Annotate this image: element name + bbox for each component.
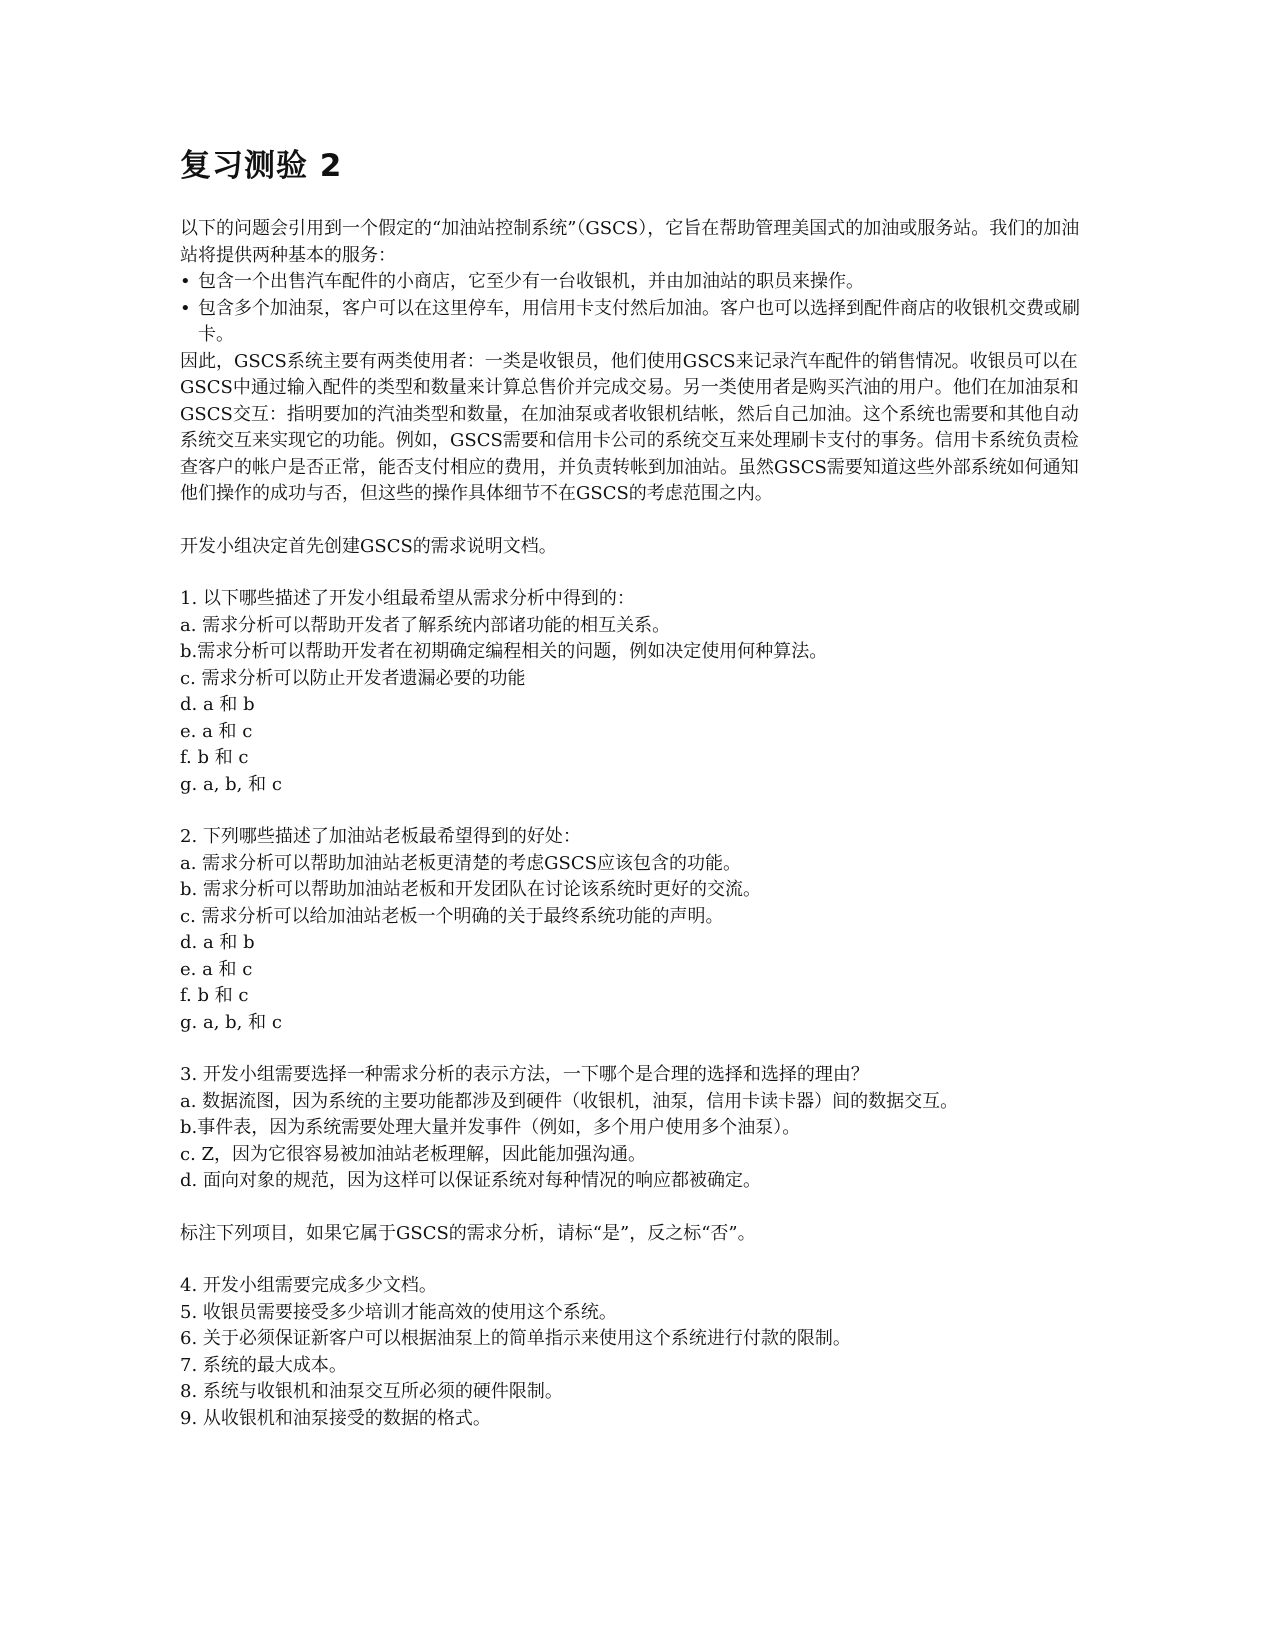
option-g: g. a, b, 和 c bbox=[180, 1011, 282, 1033]
document-page bbox=[180, 140, 1080, 1432]
label-item-4: 4. 开发小组需要完成多少文档。 bbox=[180, 1275, 437, 1296]
option-b: b.事件表，因为系统需要处理大量并发事件（例如，多个用户使用多个油泵）。 bbox=[180, 1117, 801, 1138]
label-items bbox=[180, 1273, 1080, 1432]
option-b: b.需求分析可以帮助开发者在初期确定编程相关的问题，例如决定使用何种算法。 bbox=[180, 641, 828, 662]
option-a: a. 需求分析可以帮助加油站老板更清楚的考虑GSCS应该包含的功能。 bbox=[180, 852, 741, 874]
option-a: a. 数据流图，因为系统的主要功能都涉及到硬件（收银机，油泵，信用卡读卡器）间的数据交互。 bbox=[180, 1090, 959, 1112]
label-item-6: 6. 关于必须保证新客户可以根据油泵上的简单指示来使用这个系统进行付款的限制。 bbox=[180, 1328, 851, 1349]
question-2 bbox=[180, 824, 1080, 1036]
option-c: c. Z，因为它很容易被加油站老板理解，因此能加强沟通。 bbox=[180, 1143, 647, 1165]
question-stem: 1. 以下哪些描述了开发小组最希望从需求分析中得到的： bbox=[180, 588, 635, 609]
bullet-icon: • bbox=[180, 271, 191, 292]
option-g: g. a, b, 和 c bbox=[180, 773, 282, 795]
option-e: e. a 和 c bbox=[180, 958, 253, 980]
context-paragraph: 因此，GSCS系统主要有两类使用者：一类是收银员，他们使用GSCS来记录汽车配件的销售情况。收银员可以在GSCS中通过输入配件的类型和数量来计算总售价并完成交易。另一类使用者是购买汽油的用户。他们在加油泵和GSCS交互：指明要加的汽油类型和数量，在加油泵或者收银机结帐，然后自己加油。这个系统也需要和其他自动系统交互来实现它的功能。例如，GSCS需要和信用卡公司的系统交互来处理刷卡支付的事务。信用卡系统负责检查客户的帐户是否正常，能否支付相应的费用，并负责转帐到加油站。虽然GSCS需要知道这些外部系统如何通知他们操作的成功与否，但这些的操作具体细节不在GSCS的考虑范围之内。 bbox=[180, 350, 1079, 504]
team-note: 开发小组决定首先创建GSCS的需求说明文档。 bbox=[180, 535, 557, 557]
page-title: 复习测验 2 bbox=[180, 148, 343, 184]
option-b: b. 需求分析可以帮助加油站老板和开发团队在讨论该系统时更好的交流。 bbox=[180, 879, 761, 900]
option-d: d. 面向对象的规范，因为这样可以保证系统对每种情况的响应都被确定。 bbox=[180, 1170, 761, 1191]
question-1 bbox=[180, 586, 1080, 798]
label-item-8: 8. 系统与收银机和油泵交互所必须的硬件限制。 bbox=[180, 1381, 563, 1402]
option-c: c. 需求分析可以给加油站老板一个明确的关于最终系统功能的声明。 bbox=[180, 905, 724, 927]
question-stem: 3. 开发小组需要选择一种需求分析的表示方法，一下哪个是合理的选择和选择的理由？ bbox=[180, 1064, 869, 1085]
option-d: d. a 和 b bbox=[180, 694, 255, 715]
label-instruction: 标注下列项目，如果它属于GSCS的需求分析，请标“是”，反之标“否”。 bbox=[180, 1222, 756, 1244]
option-c: c. 需求分析可以防止开发者遗漏必要的功能 bbox=[180, 667, 526, 689]
label-item-9: 9. 从收银机和油泵接受的数据的格式。 bbox=[180, 1407, 491, 1429]
bullet-icon: • bbox=[180, 297, 191, 319]
bullet-text: 包含多个加油泵，客户可以在这里停车，用信用卡支付然后加油。客户也可以选择到配件商店的收银机交费或刷卡。 bbox=[198, 297, 1080, 345]
option-d: d. a 和 b bbox=[180, 932, 255, 953]
option-f: f. b 和 c bbox=[180, 747, 249, 768]
intro-paragraph: 以下的问题会引用到一个假定的“加油站控制系统”（GSCS），它旨在帮助管理美国式的加油或服务站。我们的加油站将提供两种基本的服务： bbox=[180, 218, 1080, 266]
option-e: e. a 和 c bbox=[180, 720, 253, 742]
bullet-item bbox=[180, 296, 1080, 349]
question-3 bbox=[180, 1062, 1080, 1195]
bullet-text: 包含一个出售汽车配件的小商店，它至少有一台收银机，并由加油站的职员来操作。 bbox=[198, 271, 864, 292]
label-item-7: 7. 系统的最大成本。 bbox=[180, 1354, 347, 1376]
option-f: f. b 和 c bbox=[180, 985, 249, 1006]
bullet-item bbox=[180, 269, 1080, 296]
label-item-5: 5. 收银员需要接受多少培训才能高效的使用这个系统。 bbox=[180, 1301, 617, 1323]
option-a: a. 需求分析可以帮助开发者了解系统内部诸功能的相互关系。 bbox=[180, 614, 671, 636]
question-stem: 2. 下列哪些描述了加油站老板最希望得到的好处： bbox=[180, 826, 581, 847]
